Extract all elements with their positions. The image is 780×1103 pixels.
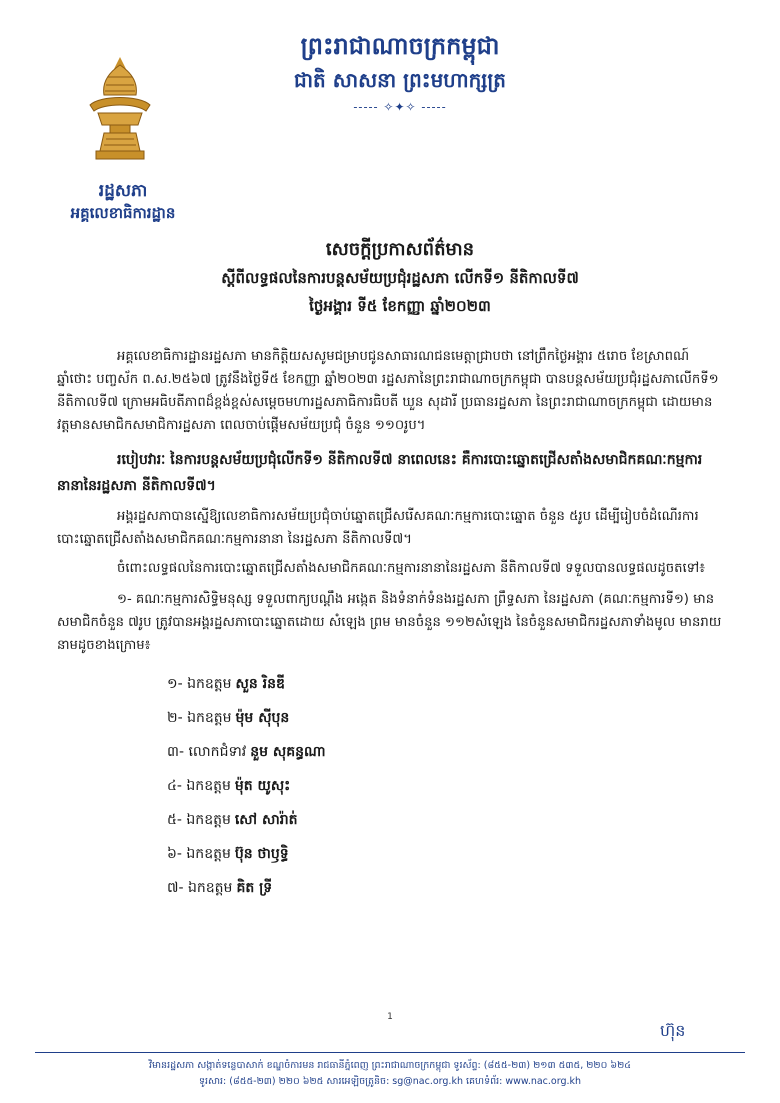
member-name: ម៉ុត យូសុះ <box>234 778 291 794</box>
list-item: ២- ឯកឧត្តម ម៉ុម ស៊ីបុន <box>167 710 290 726</box>
kingdom-title: ព្រះរាជាណាចក្រកម្ពុជា <box>300 31 500 60</box>
paragraph-vote-committee: អង្គរដ្ឋសភាបានស្នើឱ្យលេខាធិការសម័យប្រជុំចាប់ឆ្នោតជ្រើសរើសគណៈកម្មការបោះឆ្នោត ចំនួន ៥រូប ដើម្បីរៀបចំដំណើរការបោះឆ្នោតជ្រើសតាំងសមាជិកគណៈកម្មការនានា នៃរដ្ឋសភា នីតិកាលទី៧។ <box>57 509 699 547</box>
list-item: ៧- ឯកឧត្តម គិត ទ្រី <box>167 880 273 896</box>
member-name: ម៉ុម ស៊ីបុន <box>235 710 290 726</box>
national-motto: ជាតិ សាសនា ព្រះមហាក្សត្រ <box>294 68 506 92</box>
national-assembly-emblem-icon <box>80 55 160 165</box>
list-item: ៦- ឯកឧត្តម ប៊ុន ថាឫទ្ធិ <box>167 846 289 862</box>
list-item: ១- ឯកឧត្តម សួន រិនឌី <box>167 676 285 692</box>
member-list <box>167 667 723 905</box>
member-name: សៅ សារ៉ាត់ <box>234 812 298 828</box>
organization-name: រដ្ឋសភា <box>98 181 148 201</box>
title-line2: ស្តីពីលទ្ធផលនៃការបន្តសម័យប្រជុំរដ្ឋសភា លើកទី១ នីតិកាលទី៧ <box>221 269 579 287</box>
ornament-divider: ----- ✧✦✧ ----- <box>353 100 447 114</box>
footer-fax-email-web: ទូរសារ: (៨៥៥-២៣) ២២០ ៦២៥ សារអេឡិចត្រូនិច: sg@nac.org.kh គេហទំព័រ: www.nac.org.kh <box>198 1076 582 1087</box>
organization-block <box>48 180 198 224</box>
title-date: ថ្ងៃអង្គារ ទី៥ ខែកញ្ញា ឆ្នាំ២០២៣ <box>309 297 491 315</box>
document-title <box>180 236 620 320</box>
list-item: ៤- ឯកឧត្តម ម៉ុត យូសុះ <box>167 778 291 794</box>
paragraph-intro: អគ្គលេខាធិការដ្ឋានរដ្ឋសភា មានកិត្តិយសសូមជម្រាបជូនសាធារណជនមេត្តាជ្រាបថា នៅព្រឹកថ្ងៃអង្គារ ៥រោច ខែស្រាពណ៍ ឆ្នាំថោះ បញ្ចស័ក ព.ស.២៥៦៧ ត្រូវនឹងថ្ងៃទី៥ ខែកញ្ញា ឆ្នាំ២០២៣ រដ្ឋសភានៃព្រះរាជាណាចក្រកម្ពុជា បានបន្តសម័យប្រជុំរដ្ឋសភាលើកទី១ នីតិកាលទី៧ ក្រោមអធិបតីភាពដ៏ខ្ពង់ខ្ពស់សម្តេចមហារដ្ឋសភាធិការធិបតី ឃួន សុដារី ប្រធានរដ្ឋសភា នៃព្រះរាជាណាចក្រកម្ពុជា ដោយមានវត្តមានសមាជិកសមាជិការដ្ឋសភា ពេលចាប់ផ្តើមសម័យប្រជុំ ចំនួន ១១០រូប។ <box>57 349 719 433</box>
footer-divider <box>35 1052 745 1053</box>
member-name: នួម សុគន្ធណា <box>250 744 326 760</box>
title-line1: សេចក្តីប្រកាសព័ត៌មាន <box>325 239 475 260</box>
page-number: 1 <box>387 1012 393 1022</box>
kingdom-header <box>250 30 550 114</box>
footer-address: វិមានរដ្ឋសភា សង្កាត់ទន្លេបាសាក់ ខណ្ឌចំការមន រាជធានីភ្នំពេញ ព្រះរាជាណាចក្រកម្ពុជា ទូរស័ព្ទ: (៨៥៥-២៣) ២១៣ ៥៣៥, ២២០ ៦២៤ <box>149 1060 631 1071</box>
initials-signature: ហ៊ុន <box>660 1021 686 1040</box>
member-name: ប៊ុន ថាឫទ្ធិ <box>234 846 289 862</box>
document-body <box>57 345 723 905</box>
paragraph-results-intro: ចំពោះលទ្ធផលនៃការបោះឆ្នោតជ្រើសតាំងសមាជិកគណៈកម្មការនានានៃរដ្ឋសភា នីតិកាលទី៧ ទទួលបានលទ្ធផលដូចតទៅ៖ <box>117 561 706 576</box>
member-name: សួន រិនឌី <box>235 676 285 692</box>
list-item: ៣- លោកជំទាវ នួម សុគន្ធណា <box>167 744 326 760</box>
department-name: អគ្គលេខាធិការដ្ឋាន <box>70 204 176 222</box>
member-name: គិត ទ្រី <box>236 880 273 896</box>
footer-contact <box>60 1058 720 1090</box>
paragraph-committee-1: ១- គណៈកម្មការសិទ្ធិមនុស្ស ទទួលពាក្យបណ្តឹង អង្កេត និងទំនាក់ទំនងរដ្ឋសភា ព្រឹទ្ធសភា នៃរដ្ឋសភា (គណៈកម្មការទី១) មានសមាជិកចំនួន ៧រូប ត្រូវបានអង្គរដ្ឋសភាបោះឆ្នោតដោយ សំឡេង ព្រម មានចំនួន ១១២សំឡេង នៃចំនួនសមាជិករដ្ឋសភាទាំងមូល មានរាយនាមដូចខាងក្រោម៖ <box>57 592 722 653</box>
list-item: ៥- ឯកឧត្តម សៅ សារ៉ាត់ <box>167 812 298 828</box>
paragraph-agenda: របៀបវារៈ នៃការបន្តសម័យប្រជុំលើកទី១ នីតិកាលទី៧ នាពេលនេះ គឺការបោះឆ្នោតជ្រើសតាំងសមាជិកគណៈកម្មការនានានៃរដ្ឋសភា នីតិកាលទី៧។ <box>57 452 703 494</box>
